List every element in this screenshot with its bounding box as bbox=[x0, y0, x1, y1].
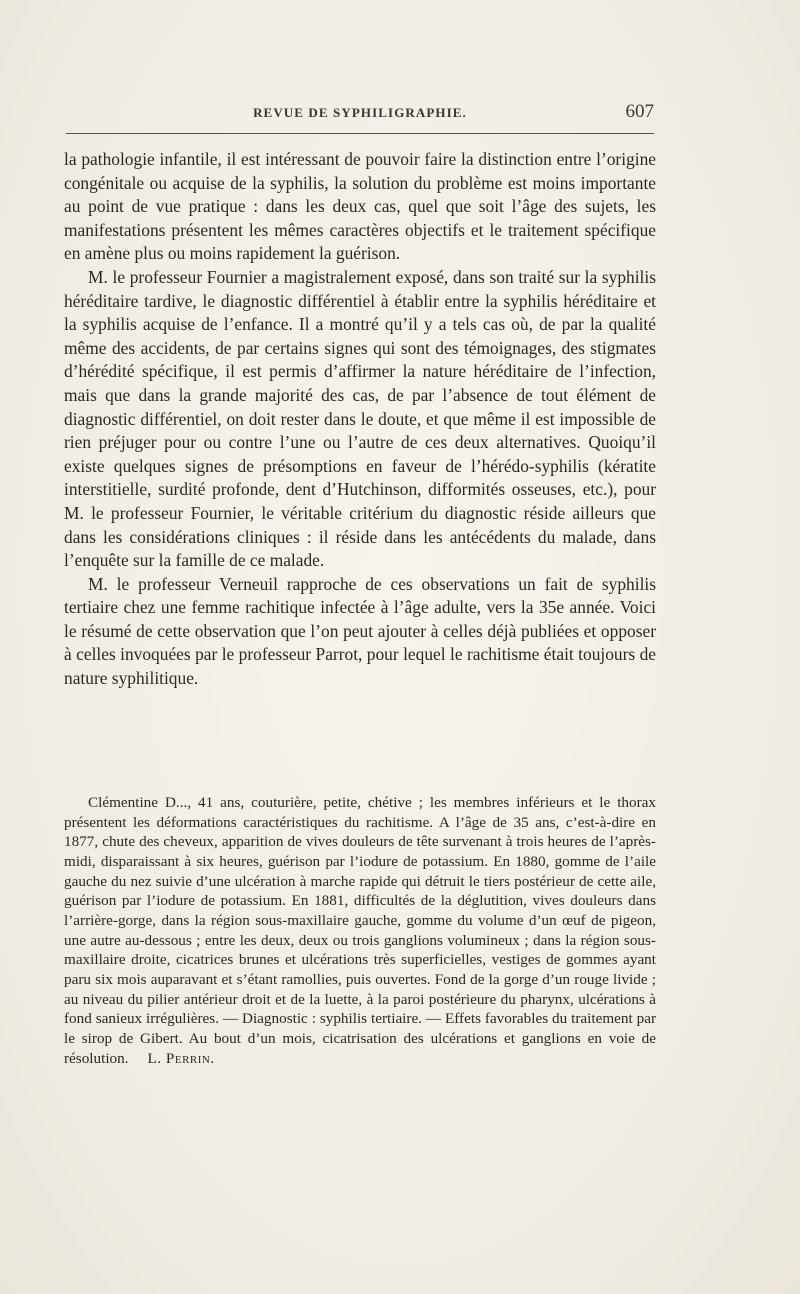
paragraph-verneuil: M. le professeur Verneuil rapproche de ces observations un fait de syphilis tertiaire chez une femme rachitique infectée à l’âge adulte, vers la 35e année. Voici le résumé de cette observation que l’on peut ajouter à celles déjà publiées et opposer à celles invoquées par le professeur Parrot, pour lequel le rachitisme était toujours de nature syphilitique. bbox=[64, 573, 656, 689]
page-header bbox=[66, 101, 654, 127]
observation-paragraph bbox=[64, 793, 656, 1068]
running-title: REVUE DE SYPHILIGRAPHIE. bbox=[253, 105, 467, 120]
paragraph-fournier: M. le professeur Fournier a magistralement exposé, dans son traité sur la syphilis héréditaire tardive, le diagnostic différentiel à établir entre la syphilis héréditaire et la syphilis acquise de l’enfance. Il a montré qu’il y a tels cas où, de par la qualité même des accidents, de par certains signes qui sont des témoignages, des stigmates d’hérédité spécifique, il est permis d’affirmer la nature héréditaire de l’infection, mais que dans la grande majorité des cas, de par l’absence de tout élément de diagnostic différentiel, on doit rester dans le doute, et que même il est impossible de rien préjuger pour ou contre l’une ou l’autre de ces deux alternatives. Quoiqu’il existe quelques signes de présomptions en faveur de l’hérédo-syphilis (kératite interstitielle, surdité profonde, dent d’Hutchinson, difformités osseuses, etc.), pour M. le professeur Fournier, le véritable critérium du diagnostic réside ailleurs que dans les considérations cliniques : il réside dans les antécédents du malade, dans l’enquête sur la famille de ce malade. bbox=[64, 266, 656, 571]
main-text bbox=[64, 148, 656, 691]
paragraph-continued: la pathologie infantile, il est intéressant de pouvoir faire la distinction entre l’origine congénitale ou acquise de la syphilis, la solution du problème est moins importante au point de vue pratique : dans les deux cas, quel que soit l’âge des sujets, les manifestations présentent les mêmes caractères objectifs et le traitement spécifique en amène plus ou moins rapidement la guérison. bbox=[64, 149, 656, 264]
observation-block bbox=[64, 793, 656, 1068]
header-rule bbox=[66, 133, 654, 134]
observation-text: Clémentine D..., 41 ans, couturière, petite, chétive ; les membres inférieurs et le thorax présentent les déformations caractéristiques du rachitisme. A l’âge de 35 ans, c’est-à-dire en 1877, chute des cheveux, apparition de vives douleurs de tête survenant à trois heures de l’après-midi, disparaissant à six heures, guérison par l’iodure de potassium. En 1880, gomme de l’aile gauche du nez suivie d’une ulcération à marche rapide qui détruit le tiers postérieur de cette aile, guérison par l’iodure de potassium. En 1881, difficultés de la déglutition, vives douleurs dans l’arrière-gorge, dans la région sous-maxillaire gauche, gomme du volume d’un œuf de pigeon, une autre au-dessous ; entre les deux, deux ou trois ganglions volumineux ; dans la région sous-maxillaire droite, cicatrices brunes et ulcérations très superficielles, vestiges de gommes ayant paru six mois auparavant et s’étant ramollies, puis ouvertes. Fond de la gorge d’un rouge livide ; au niveau du pilier antérieur droit et de la luette, à la paroi postérieure du pharynx, ulcérations à fond sanieux irrégulières. — Diagnostic : syphilis tertiaire. — Effets favorables du traitement par le sirop de Gibert. Au bout d’un mois, cicatrisation des ulcérations et ganglions en voie de résolution. bbox=[64, 794, 656, 1067]
author-signature: L. Perrin. bbox=[147, 1049, 215, 1067]
page-number: 607 bbox=[625, 101, 654, 122]
